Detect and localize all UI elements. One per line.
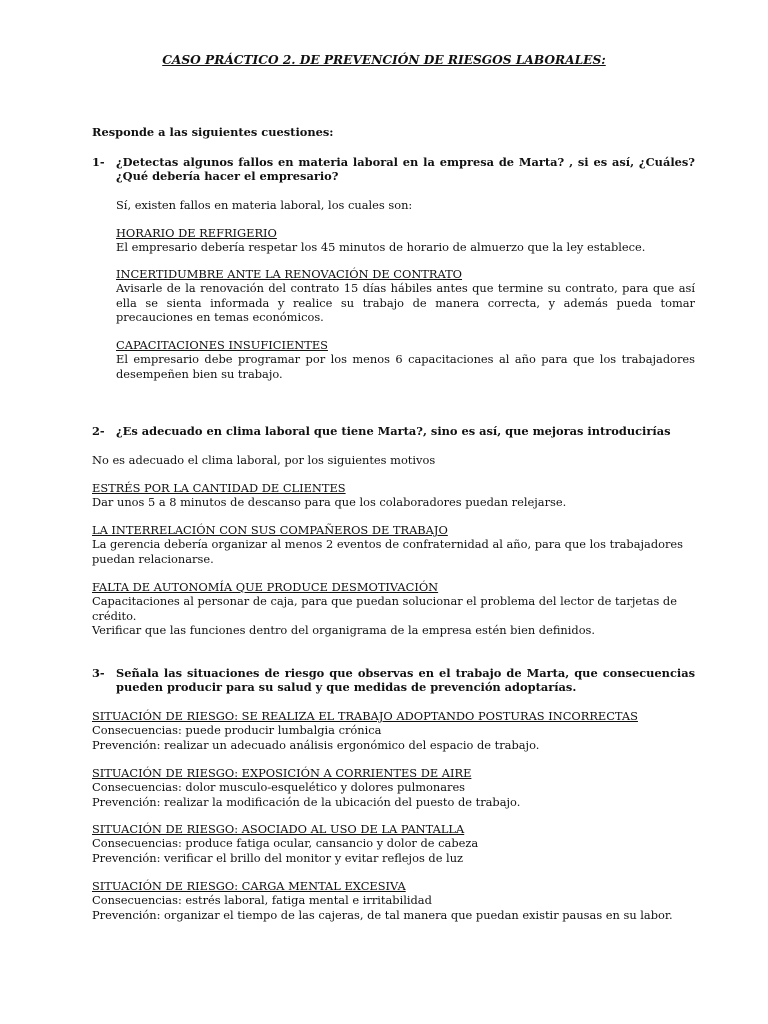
- risk-consequence: Consecuencias: dolor musculo-esquelético y dolores pulmonares: [92, 780, 466, 795]
- section-heading: INCERTIDUMBRE ANTE LA RENOVACIÓN DE CONTRATO: [116, 267, 463, 281]
- question-number: 1-: [92, 155, 105, 169]
- section-heading: ESTRÉS POR LA CANTIDAD DE CLIENTES: [92, 481, 346, 495]
- risk-heading: SITUACIÓN DE RIESGO: CARGA MENTAL EXCESIVA: [92, 879, 406, 893]
- answer-intro: Sí, existen fallos en materia laboral, los cuales son:: [116, 198, 413, 212]
- risk-prevention: Prevención: realizar la modificación de la ubicación del puesto de trabajo.: [92, 794, 521, 809]
- risk-heading: SITUACIÓN DE RIESGO: SE REALIZA EL TRABAJO ADOPTANDO POSTURAS INCORRECTAS: [92, 709, 638, 723]
- question-number: 3-: [92, 666, 105, 680]
- risk-prevention: Prevención: verificar el brillo del monitor y evitar reflejos de luz: [92, 850, 464, 865]
- question-2: [92, 424, 695, 438]
- risk-item: [92, 709, 700, 752]
- section-line: Verificar que las funciones dentro del organigrama de la empresa estén bien definidos.: [92, 623, 596, 638]
- question-text: ¿Detectas algunos fallos en materia laboral en la empresa de Marta? , si es así, ¿Cuáles? ¿Qué debería hacer el empresario?: [116, 155, 695, 184]
- risk-item: [92, 766, 700, 809]
- question-1: [92, 155, 695, 184]
- section-item: [116, 267, 695, 325]
- section-heading: FALTA DE AUTONOMÍA QUE PRODUCE DESMOTIVACIÓN: [92, 580, 439, 594]
- question-text: ¿Es adecuado en clima laboral que tiene Marta?, sino es así, que mejoras introducirías: [116, 424, 671, 438]
- risk-prevention: Prevención: realizar un adecuado análisis ergonómico del espacio de trabajo.: [92, 737, 540, 752]
- question-text: Señala las situaciones de riesgo que observas en el trabajo de Marta, que consecuencias pueden producir para su salud y que medidas de prevención adoptarías.: [116, 666, 695, 695]
- risk-item: [92, 879, 700, 922]
- section-item: [92, 580, 700, 638]
- risk-prevention: Prevención: organizar el tiempo de las cajeras, de tal manera que puedan existir pausas en su labor.: [92, 907, 673, 922]
- risk-heading: SITUACIÓN DE RIESGO: ASOCIADO AL USO DE LA PANTALLA: [92, 822, 465, 836]
- section-heading: LA INTERRELACIÓN CON SUS COMPAÑEROS DE TRABAJO: [92, 523, 448, 537]
- risk-consequence: Consecuencias: puede producir lumbalgia crónica: [92, 723, 382, 738]
- instructions: Responde a las siguientes cuestiones:: [92, 125, 334, 139]
- question-3: [92, 666, 695, 695]
- section-body: Avisarle de la renovación del contrato 15 días hábiles antes que termine su contrato, para que así ella se sienta informada y realice su trabajo de manera correcta, y además pueda tomar precauciones en temas económicos.: [116, 281, 695, 325]
- question-number: 2-: [92, 424, 105, 438]
- risk-consequence: Consecuencias: estrés laboral, fatiga mental e irritabilidad: [92, 893, 432, 908]
- risk-heading: SITUACIÓN DE RIESGO: EXPOSICIÓN A CORRIENTES DE AIRE: [92, 766, 472, 780]
- section-item: [116, 226, 695, 255]
- risk-consequence: Consecuencias: produce fatiga ocular, cansancio y dolor de cabeza: [92, 836, 479, 851]
- section-item: [92, 481, 700, 510]
- section-heading: CAPACITACIONES INSUFICIENTES: [116, 338, 328, 352]
- section-line: Capacitaciones al personar de caja, para que puedan solucionar el problema del lector de tarjetas de crédito.: [92, 594, 677, 623]
- document-title: CASO PRÁCTICO 2. DE PREVENCIÓN DE RIESGOS LABORALES:: [162, 53, 606, 67]
- section-line: Dar unos 5 a 8 minutos de descanso para que los colaboradores puedan relejarse.: [92, 495, 567, 510]
- answer-intro: No es adecuado el clima laboral, por los siguientes motivos: [92, 453, 436, 467]
- section-heading: HORARIO DE REFRIGERIO: [116, 226, 277, 240]
- section-body: El empresario debería respetar los 45 minutos de horario de almuerzo que la ley establece.: [116, 240, 646, 255]
- section-body: El empresario debe programar por los menos 6 capacitaciones al año para que los trabajadores desempeñen bien su trabajo.: [116, 352, 695, 381]
- risk-item: [92, 822, 700, 865]
- section-line: La gerencia debería organizar al menos 2 eventos de confraternidad al año, para que los trabajadores puedan relacionarse.: [92, 537, 684, 566]
- section-item: [116, 338, 695, 381]
- section-item: [92, 523, 700, 566]
